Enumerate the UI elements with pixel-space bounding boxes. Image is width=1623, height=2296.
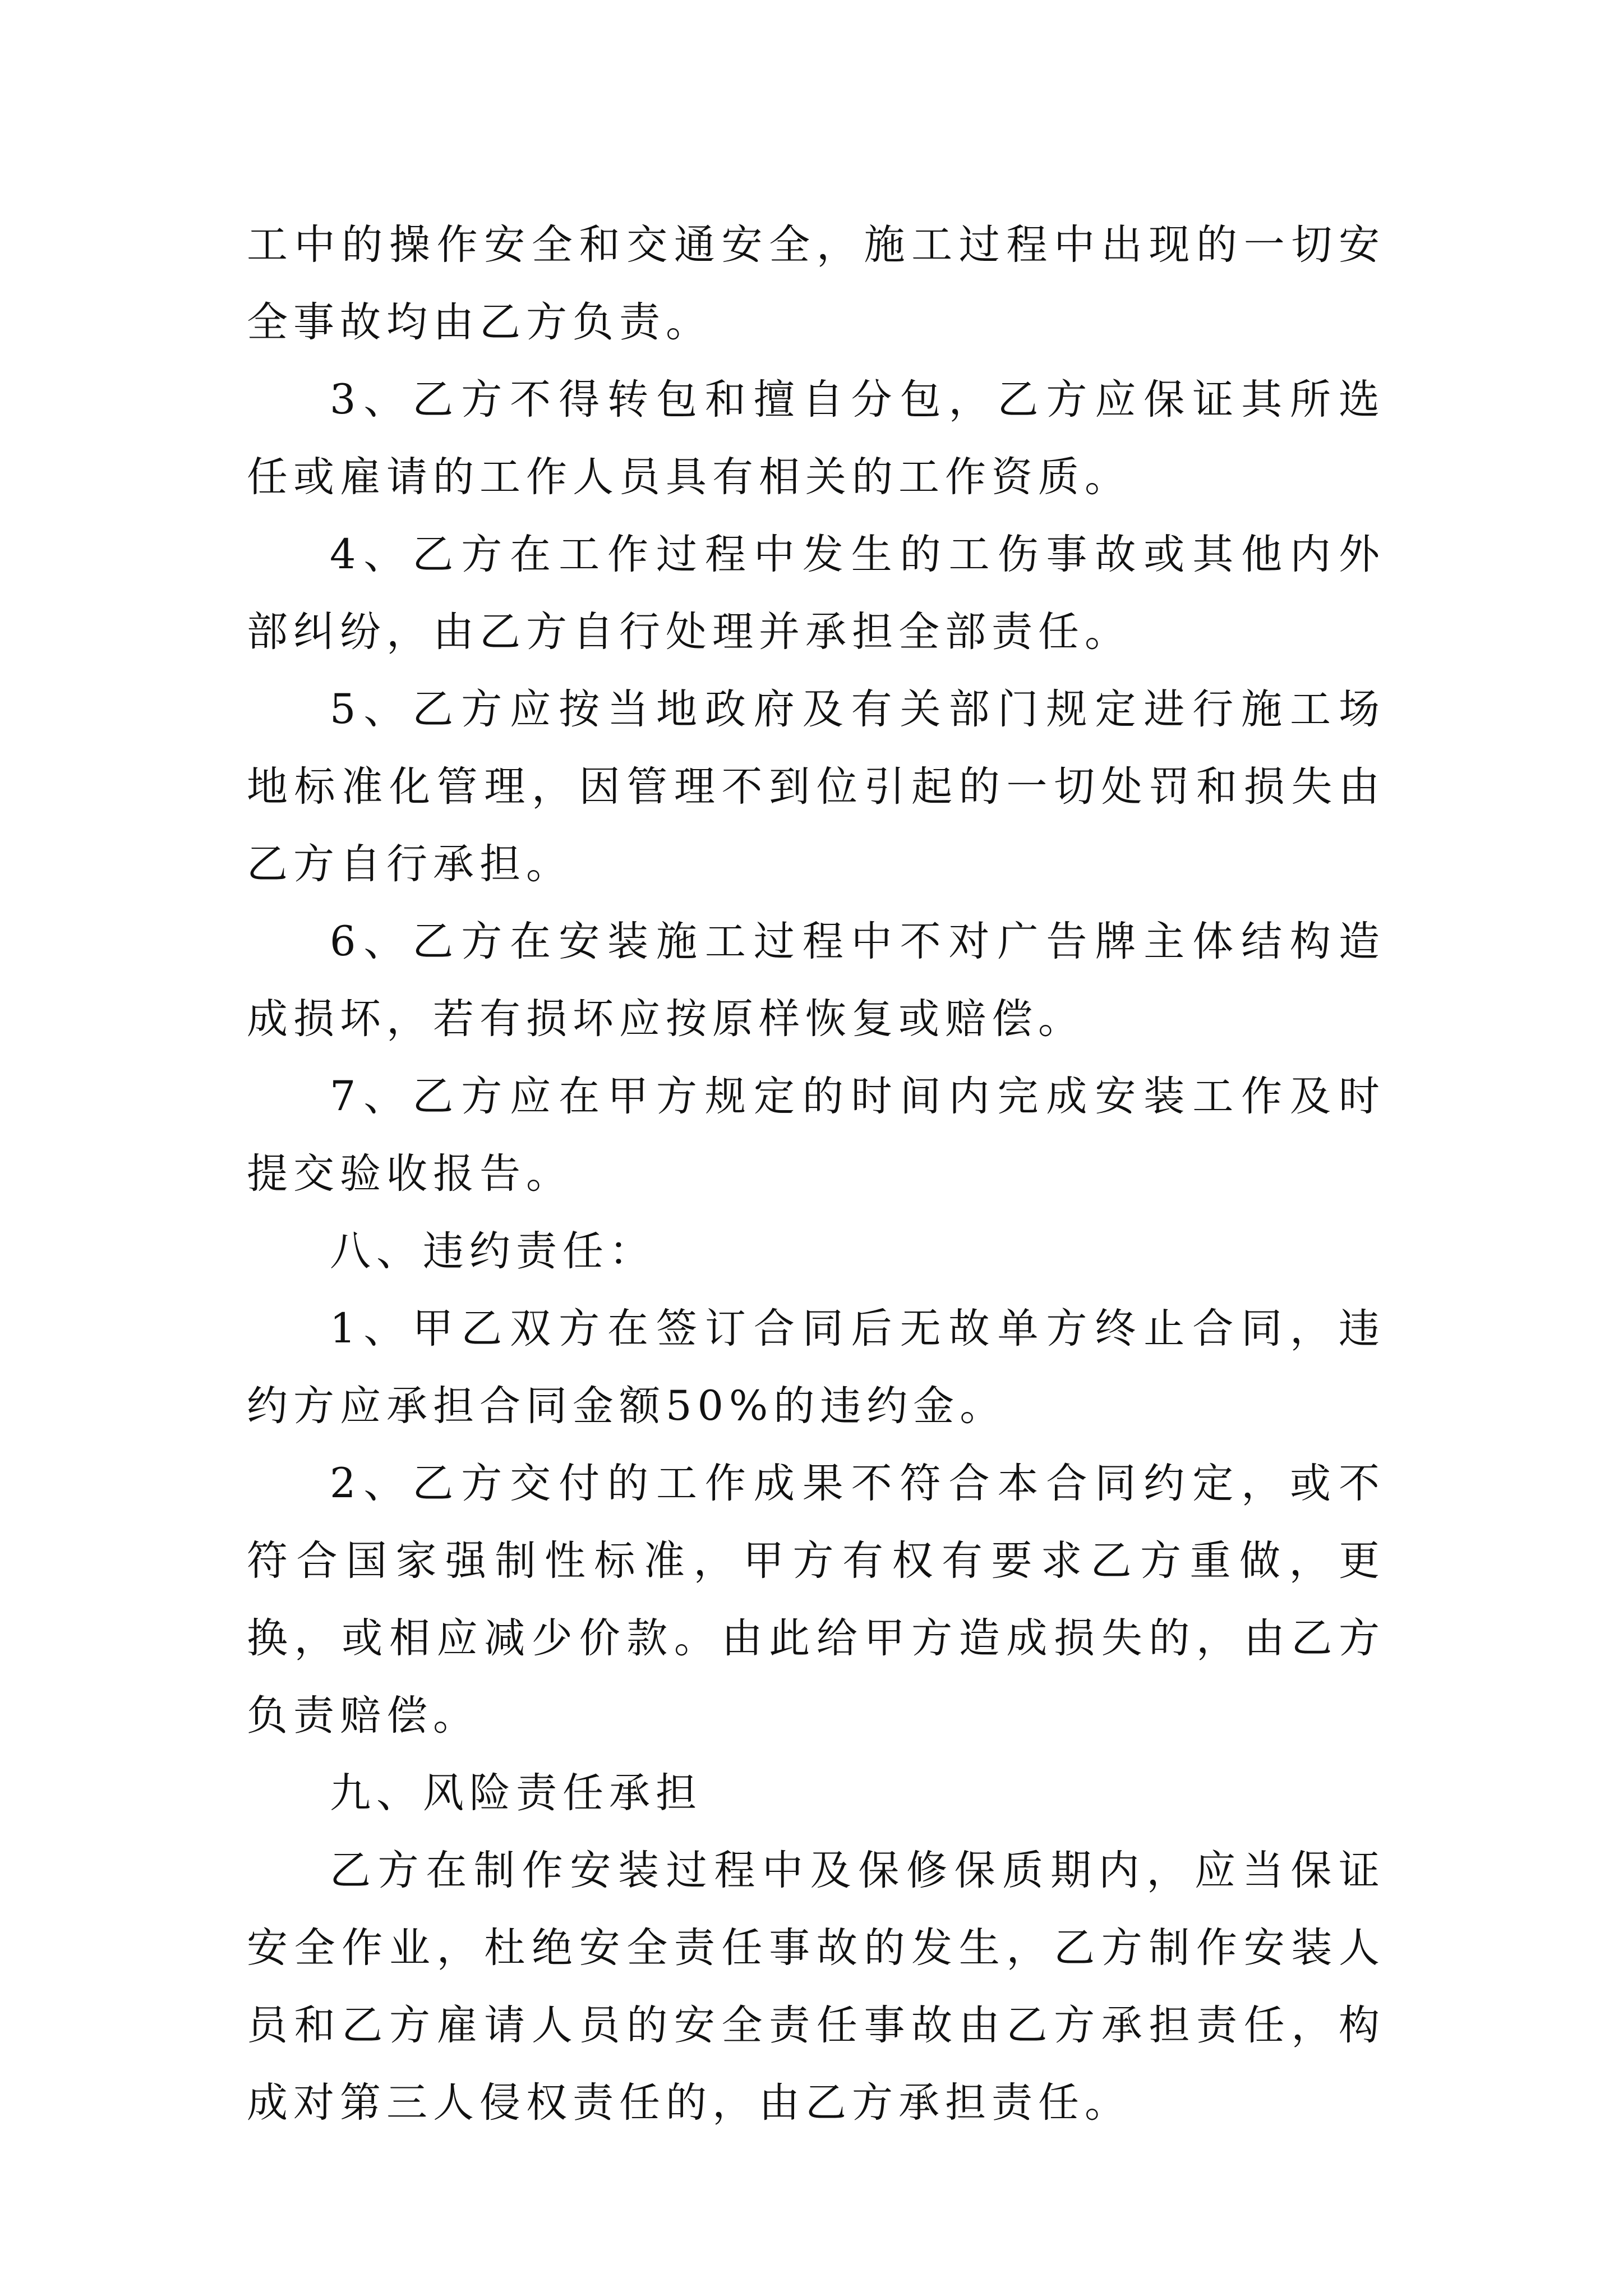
paragraph-clause-5: 5、乙方应按当地政府及有关部门规定进行施工场地标准化管理，因管理不到位引起的一切处罚和损失由乙方自行承担。 xyxy=(247,685,1385,888)
paragraph-clause-7: 7、乙方应在甲方规定的时间内完成安装工作及时提交验收报告。 xyxy=(247,1073,1385,1198)
paragraph-risk: 乙方在制作安装过程中及保修保质期内，应当保证安全作业，杜绝安全责任事故的发生，乙方制作安装人员和乙方雇请人员的安全责任事故由乙方承担责任，构成对第三人侵权责任的，由乙方承担责任。 xyxy=(247,1847,1385,2127)
paragraph-clause-3: 3、乙方不得转包和擅自分包，乙方应保证其所选任或雇请的工作人员具有相关的工作资质。 xyxy=(247,376,1385,501)
paragraph-clause-6: 6、乙方在安装施工过程中不对广告牌主体结构造成损坏，若有损坏应按原样恢复或赔偿。 xyxy=(247,918,1385,1043)
paragraph-breach-2: 2、乙方交付的工作成果不符合本合同约定，或不符合国家强制性标准，甲方有权有要求乙方重做，更换，或相应减少价款。由此给甲方造成损失的，由乙方负责赔偿。 xyxy=(247,1460,1385,1740)
document-body xyxy=(247,206,1385,2142)
section-heading-breach: 八、违约责任： xyxy=(330,1227,656,1275)
paragraph-breach-1: 1、甲乙双方在签订合同后无故单方终止合同，违约方应承担合同金额50%的违约金。 xyxy=(247,1305,1385,1430)
paragraph-continuation: 工中的操作安全和交通安全，施工过程中出现的一切安全事故均由乙方负责。 xyxy=(247,221,1385,346)
section-heading-risk: 九、风险责任承担 xyxy=(330,1769,702,1817)
paragraph-clause-4: 4、乙方在工作过程中发生的工伤事故或其他内外部纠纷，由乙方自行处理并承担全部责任。 xyxy=(247,531,1385,656)
